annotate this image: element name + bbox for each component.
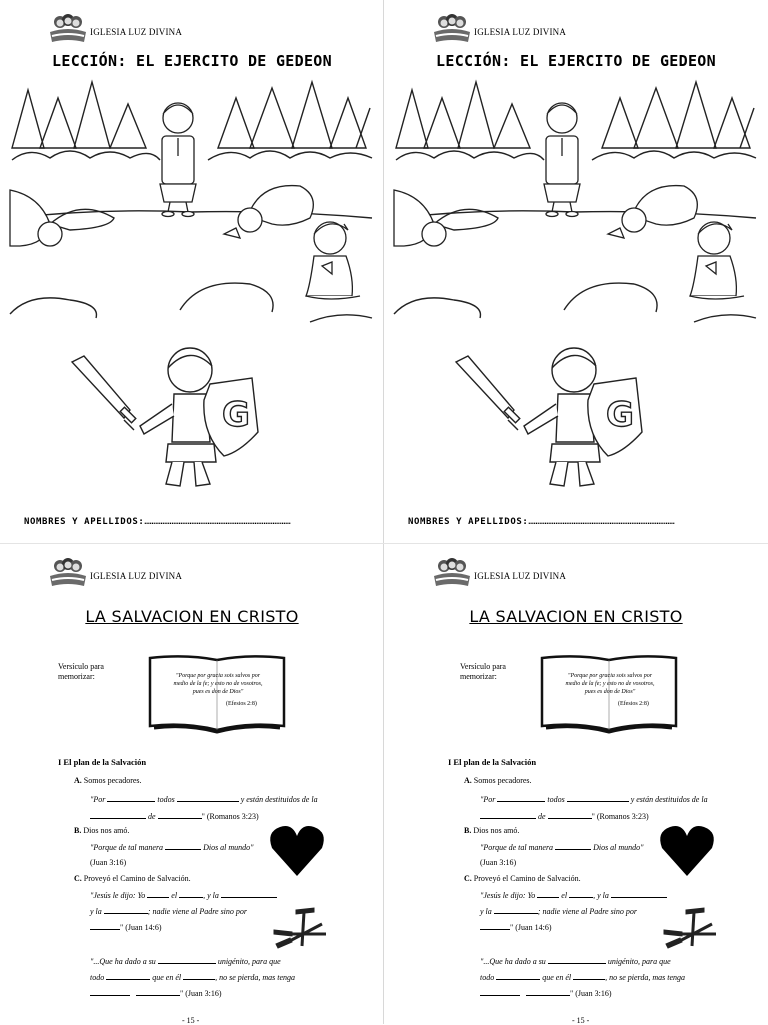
fill-blank-d3[interactable]: " (Juan 3:16) [480,988,611,998]
fill-blank-c2[interactable]: y la ; nadie viene al Padre sino por [480,907,638,916]
lesson-title: LECCIÓN: EL EJERCITO DE GEDEON [436,52,716,70]
church-name: IGLESIA LUZ DIVINA [474,571,567,581]
worksheet-title: LA SALVACION EN CRISTO [469,607,683,626]
point-c: C. Proveyó el Camino de Salvación. [464,874,581,883]
coloring-page-left [0,0,384,527]
names-label: NOMBRES Y APELLIDOS: [24,517,145,527]
verse-text: "Porque por gracia sois salvos por medio de la fe; y esto no de vosotros, pues es don de Dios" [173,673,263,695]
verse-reference: (Efesios 2:8) [226,701,257,707]
church-name: IGLESIA LUZ DIVINA [90,27,183,37]
fill-blank-c2[interactable]: y la ; nadie viene al Padre sino por [90,907,248,916]
fill-blank-a1[interactable]: "Por todos y están destituidos de la [480,795,708,804]
gideon-army-scene [394,78,758,326]
point-b: B. Dios nos amó. [464,826,520,835]
point-a: A. Somos pecadores. [464,776,532,785]
fill-blank-c1[interactable]: "Jesús le dijo: Yo el , y la [480,890,667,900]
escuela-dominical-logo [430,556,474,592]
church-name: IGLESIA LUZ DIVINA [474,27,567,37]
names-label: NOMBRES Y APELLIDOS: [408,517,529,527]
fill-blank-b-ref: (Juan 3:16) [90,858,127,867]
point-c: C. Proveyó el Camino de Salvación. [74,874,191,883]
fill-blank-a1[interactable]: "Por todos y están destituidos de la [90,795,318,804]
fill-blank-d2[interactable]: todo que en él , no se pierda, mas tenga [90,973,296,982]
verse-text: "Porque por gracia sois salvos por medio de la fe; y esto no de vosotros, pues es don de Dios" [565,673,655,695]
fill-blank-a2[interactable]: de " (Romanos 3:23) [480,811,649,821]
svg-text:G: G [222,395,250,435]
gideon-army-scene [10,78,374,326]
fill-blank-b1[interactable]: "Porque de tal manera Dios al mundo" [90,843,254,852]
heart-icon [268,824,326,878]
nails-icon [660,906,718,950]
worksheet-title: LA SALVACION EN CRISTO [85,607,299,626]
verse-reference: (Efesios 2:8) [618,701,649,707]
fill-blank-a2[interactable]: de " (Romanos 3:23) [90,811,259,821]
fill-blank-b1[interactable]: "Porque de tal manera Dios al mundo" [480,843,644,852]
point-a: A. Somos pecadores. [74,776,142,785]
page-number: - 15 - [182,1016,200,1025]
escuela-dominical-logo [430,12,474,48]
fill-blank-d1[interactable]: "...Que ha dado a su unigénito, para que [480,957,671,966]
page-number: - 15 - [572,1016,590,1025]
names-dots: ……………………………………………………………………… [528,517,675,527]
point-b: B. Dios nos amó. [74,826,130,835]
lesson-title: LECCIÓN: EL EJERCITO DE GEDEON [52,52,332,70]
section-heading: I El plan de la Salvación [58,757,147,767]
heart-icon [658,824,716,878]
escuela-dominical-logo [46,12,90,48]
fill-blank-b-ref: (Juan 3:16) [480,858,517,867]
escuela-dominical-logo [46,556,90,592]
svg-text:G: G [606,395,634,435]
coloring-page-right [384,0,768,527]
names-field[interactable] [408,517,748,527]
nails-icon [270,906,328,950]
knight-illustration [448,344,648,492]
section-heading: I El plan de la Salvación [448,757,537,767]
fill-blank-c3[interactable]: " (Juan 14:6) [90,922,161,932]
knight-illustration [64,344,264,492]
fill-blank-c1[interactable]: "Jesús le dijo: Yo el , y la [90,890,277,900]
worksheet-left [0,544,384,1024]
fill-blank-d3[interactable]: " (Juan 3:16) [90,988,221,998]
fill-blank-d2[interactable]: todo que en él , no se pierda, mas tenga [480,973,686,982]
fill-blank-c3[interactable]: " (Juan 14:6) [480,922,551,932]
verse-label: Versículo para memorizar: [58,662,104,681]
names-dots: ……………………………………………………………………… [144,517,291,527]
church-name: IGLESIA LUZ DIVINA [90,571,183,581]
fill-blank-d1[interactable]: "...Que ha dado a su unigénito, para que [90,957,281,966]
verse-label: Versículo para memorizar: [460,662,506,681]
worksheet-right [384,544,768,1024]
names-field[interactable] [24,517,364,527]
